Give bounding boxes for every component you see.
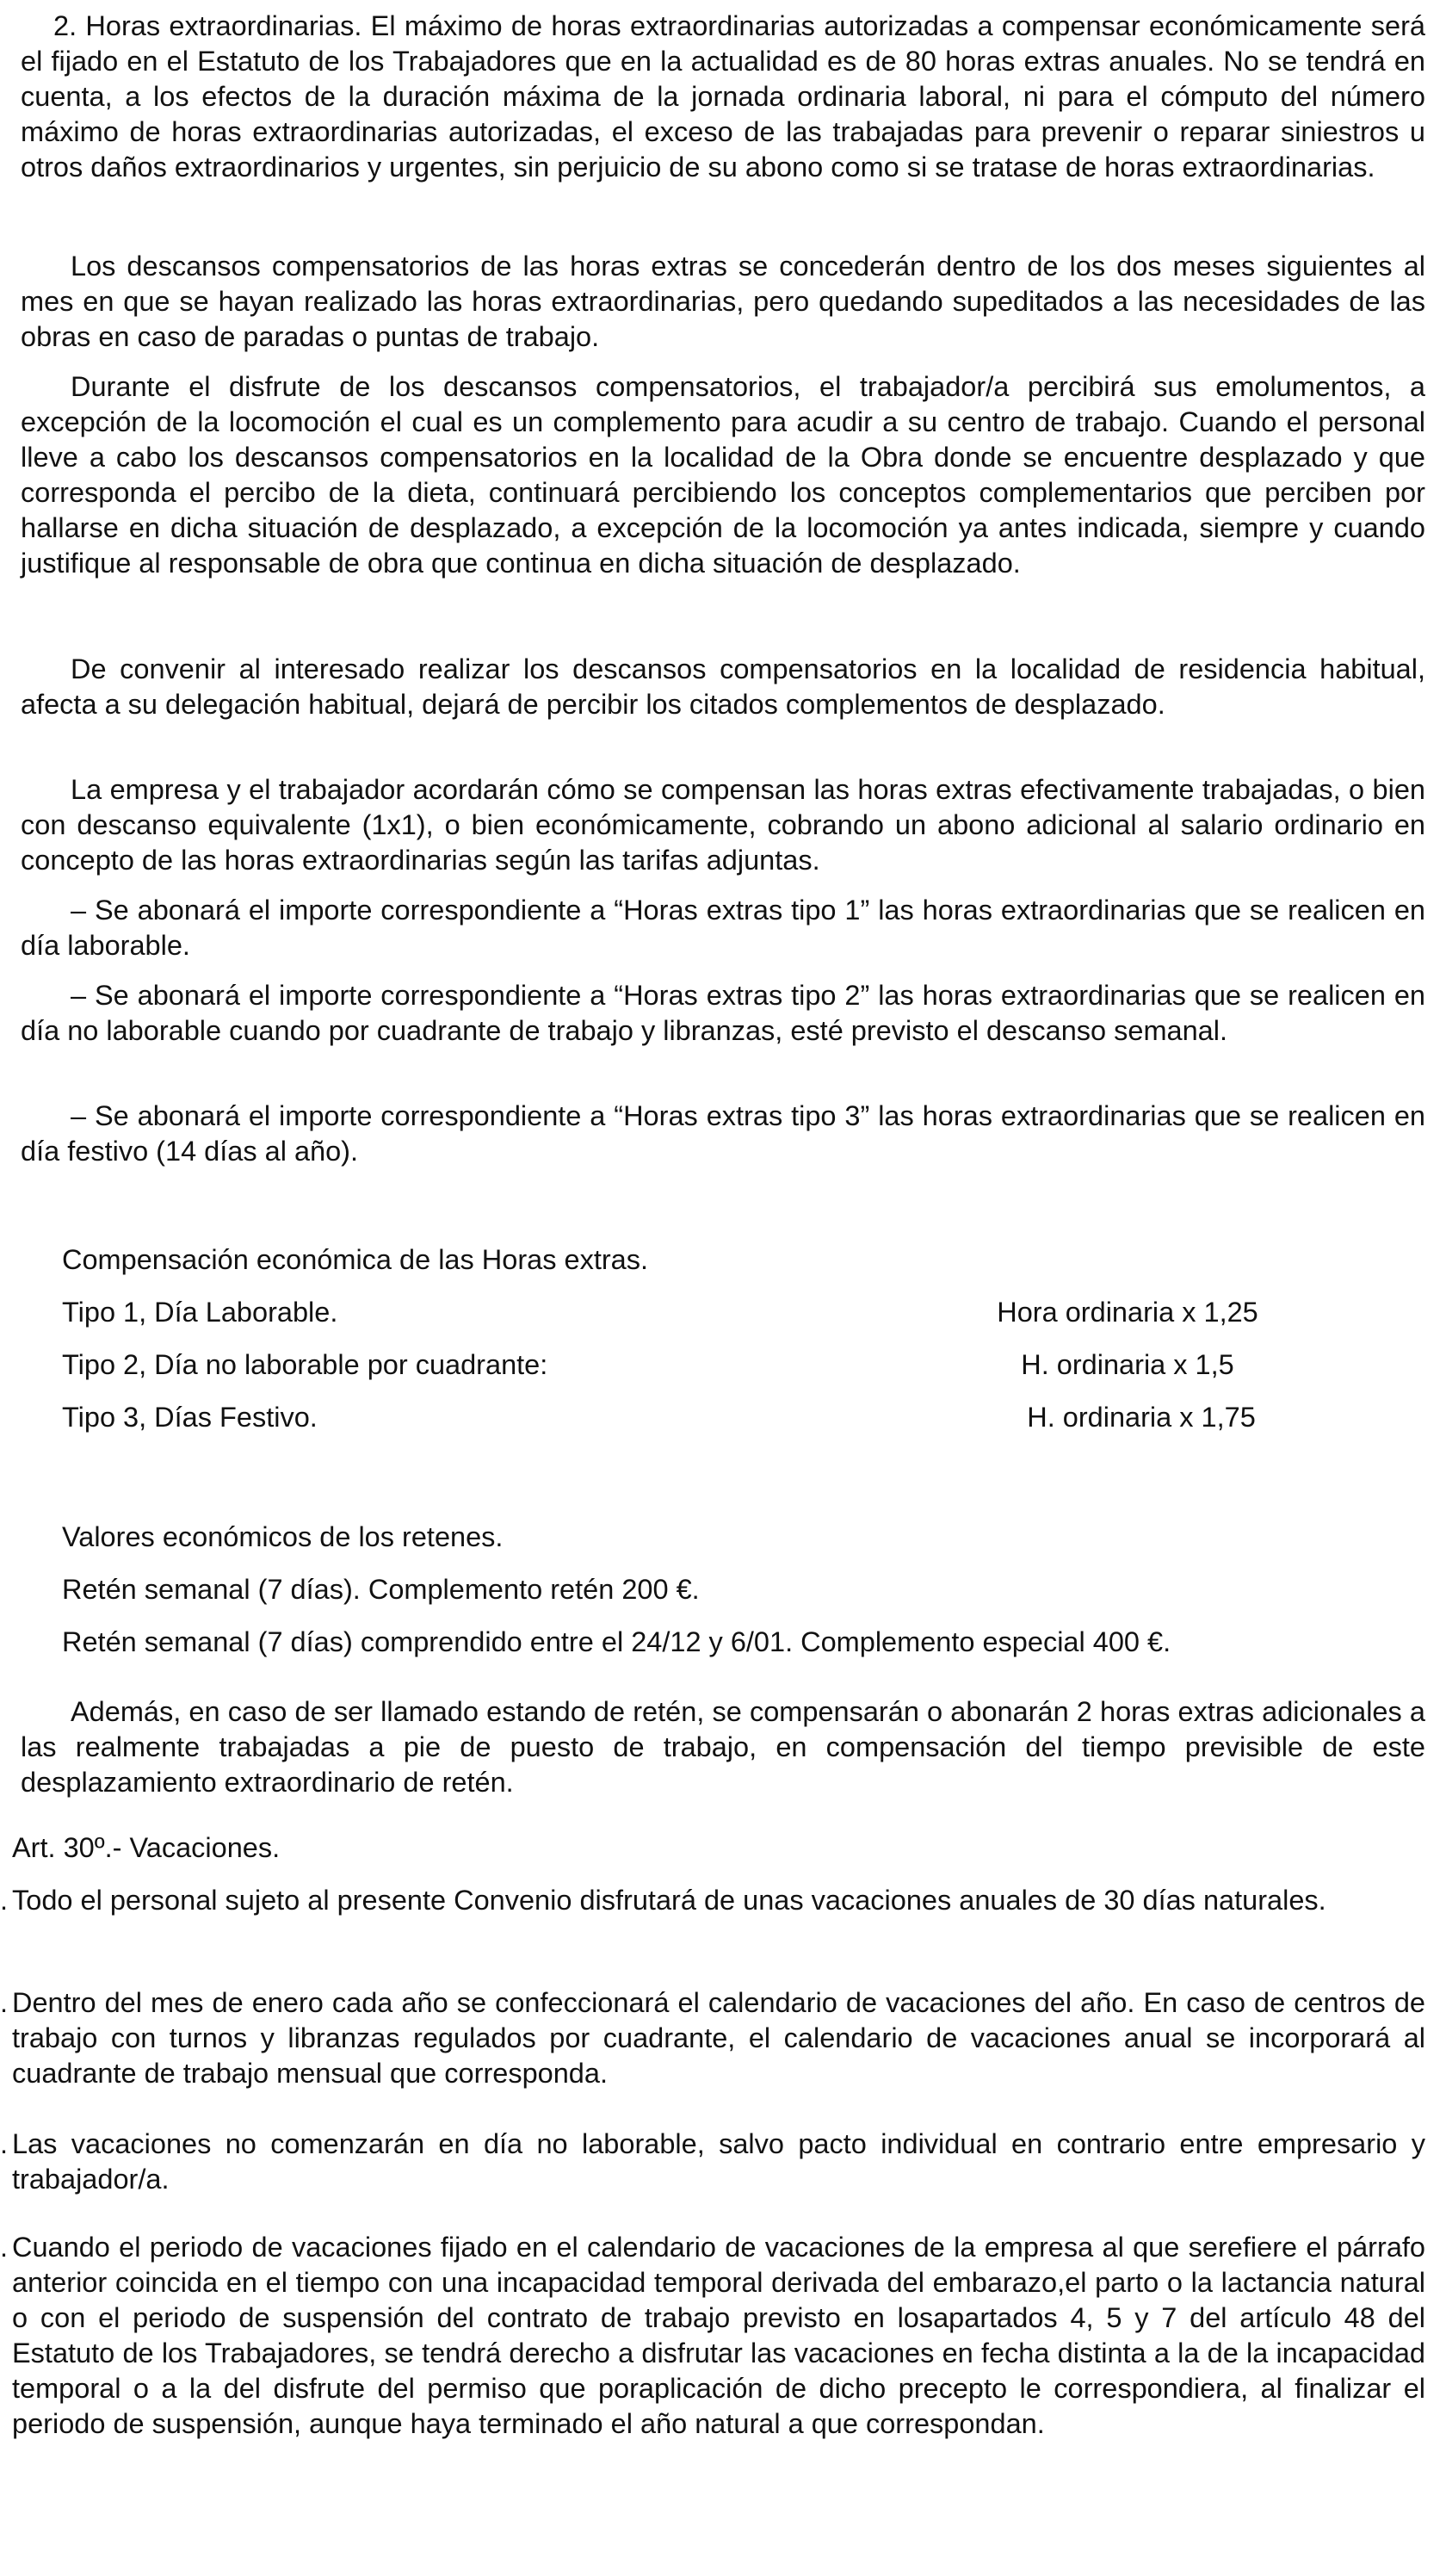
paragraph-compensation-agreement: La empresa y el trabajador acordarán cómo se compensan las horas extras efectivamente trabajadas, o bien con descanso equivalente (1x1), o bien económicamente, cobrando un abono adicional al salario ordinario en concepto de las horas extraordinarias según las tarifas adjuntas. <box>21 774 1425 876</box>
list-item-number: . <box>0 2128 9 2159</box>
paragraph-reten-call: Además, en caso de ser llamado estando de retén, se compensarán o abonarán 2 horas extras adicionales a las realmente trabajadas a pie de puesto de trabajo, en compensación del tiempo previsible de este desplazamiento extraordinario de retén. <box>21 1696 1425 1798</box>
paragraph-overtime-type-1: – Se abonará el importe correspondiente a “Horas extras tipo 1” las horas extraordinarias que se realicen en día laborable. <box>21 895 1425 961</box>
paragraph-overtime-type-3: – Se abonará el importe correspondiente a “Horas extras tipo 3” las horas extraordinarias que se realicen en día festivo (14 días al año). <box>21 1100 1425 1167</box>
compensation-row-2-value: H. ordinaria x 1,5 <box>1021 1349 1234 1380</box>
compensation-row-1-value: Hora ordinaria x 1,25 <box>997 1297 1258 1328</box>
list-item-text: Dentro del mes de enero cada año se confeccionará el calendario de vacaciones del año. En caso de centros de trabajo con turnos y libranzas regulados por cuadrante, el calendario de vacaciones anual se incorporará al cuadrante de trabajo mensual que corresponda. <box>12 1987 1425 2089</box>
paragraph-overtime-type-2: – Se abonará el importe correspondiente a “Horas extras tipo 2” las horas extraordinarias que se realicen en día no laborable cuando por cuadrante de trabajo y libranzas, esté previsto el descanso semanal. <box>21 980 1425 1046</box>
compensation-row-2-label: Tipo 2, Día no laborable por cuadrante: <box>62 1349 548 1380</box>
compensation-heading: Compensación económica de las Horas extras. <box>62 1244 649 1275</box>
compensation-row-3-value: H. ordinaria x 1,75 <box>1027 1402 1256 1433</box>
retenes-heading: Valores económicos de los retenes. <box>62 1521 504 1552</box>
list-item-number: . <box>0 2232 9 2263</box>
paragraph-habitual-residence: De convenir al interesado realizar los descansos compensatorios en la localidad de residencia habitual, afecta a su delegación habitual, dejará de percibir los citados complementos de desplazado. <box>21 653 1425 720</box>
compensation-row-3-label: Tipo 3, Días Festivo. <box>62 1402 318 1433</box>
article-title: Art. 30º.- Vacaciones. <box>12 1832 281 1863</box>
list-item-text: Todo el personal sujeto al presente Convenio disfrutará de unas vacaciones anuales de 30 días naturales. <box>12 1885 1326 1916</box>
list-item <box>0 2127 1425 2197</box>
compensation-row-1-label: Tipo 1, Día Laborable. <box>62 1297 338 1328</box>
retenes-line-2: Retén semanal (7 días) comprendido entre el 24/12 y 6/01. Complemento especial 400 €. <box>62 1626 1171 1657</box>
paragraph-rest-emoluments: Durante el disfrute de los descansos compensatorios, el trabajador/a percibirá sus emolumentos, a excepción de la locomoción el cual es un complemento para acudir a su centro de trabajo. Cuando el personal lleve a cabo los descansos compensatorios en la localidad de la Obra donde se encuentre desplazado y que corresponda el percibo de la dieta, continuará percibiendo los conceptos complementarios que perciben por hallarse en dicha situación de desplazado, a excepción de la locomoción ya antes indicada, siempre y cuando justifique al responsable de obra que continua en dicha situación de desplazado. <box>21 371 1425 579</box>
paragraph-compensatory-rest: Los descansos compensatorios de las horas extras se concederán dentro de los dos meses siguientes al mes en que se hayan realizado las horas extraordinarias, pero quedando supeditados a las necesidades de las obras en caso de paradas o puntas de trabajo. <box>21 251 1425 352</box>
list-item-text: Las vacaciones no comenzarán en día no laborable, salvo pacto individual en contrario entre empresario y trabajador/a. <box>12 2128 1425 2195</box>
retenes-line-1: Retén semanal (7 días). Complemento retén 200 €. <box>62 1574 700 1605</box>
list-item <box>0 2230 1425 2442</box>
list-item-number: . <box>0 1885 9 1916</box>
list-item-text: Cuando el periodo de vacaciones fijado en el calendario de vacaciones de la empresa al que serefiere el párrafo anterior coincida en el tiempo con una incapacidad temporal derivada del embarazo,el parto o la lactancia natural o con el periodo de suspensión del contrato de trabajo previsto en losapartados 4, 5 y 7 del artículo 48 del Estatuto de los Trabajadores, se tendrá derecho a disfrutar las vacaciones en fecha distinta a la de la incapacidad temporal o a la del disfrute del permiso que poraplicación de dicho precepto le correspondiera, al finalizar el periodo de suspensión, aunque haya terminado el año natural a que correspondan. <box>12 2232 1425 2439</box>
list-item-number: . <box>0 1987 9 2018</box>
list-item <box>0 1985 1425 2091</box>
paragraph-overtime-limit: 2. Horas extraordinarias. El máximo de horas extraordinarias autorizadas a compensar económicamente será el fijado en el Estatuto de los Trabajadores que en la actualidad es de 80 horas extras anuales. No se tendrá en cuenta, a los efectos de la duración máxima de la jornada ordinaria laboral, ni para el cómputo del número máximo de horas extraordinarias autorizadas, el exceso de las trabajadas para prevenir o reparar siniestros u otros daños extraordinarios y urgentes, sin perjuicio de su abono como si se tratase de horas extraordinarias. <box>21 10 1425 183</box>
list-item <box>0 1883 1425 1918</box>
